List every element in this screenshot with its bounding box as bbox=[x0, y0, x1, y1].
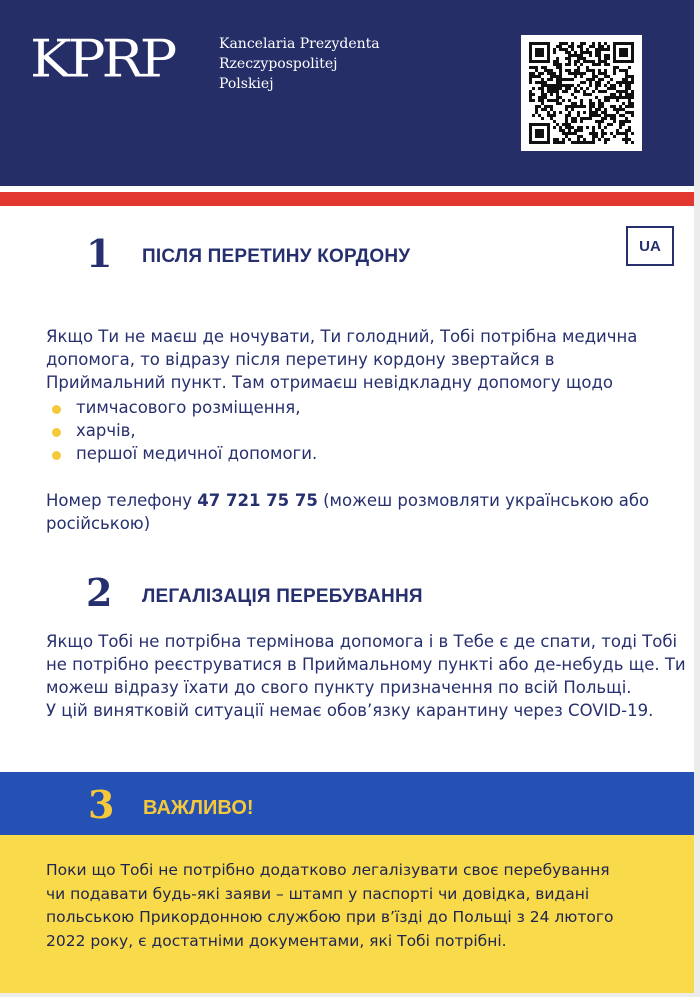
section-1-line-1: Якщо Ти не маєш де ночувати, Ти голодний, Тобі потрібна медична bbox=[46, 327, 638, 346]
phone-line-1: Номер телефону 47 721 75 75 (можеш розмовляти українською або bbox=[46, 491, 650, 510]
section-2-line-2: не потрібно реєструватися в Приймальному пункті або де-небудь ще. Ти bbox=[46, 655, 686, 674]
section-1-text bbox=[46, 325, 686, 394]
section-3-line-2: чи подавати будь-які заяви – штамп у паспорті чи довідка, видані bbox=[46, 884, 590, 903]
section-3-text bbox=[46, 859, 613, 953]
bullet-dot-icon bbox=[52, 428, 61, 437]
list-item: першої медичної допомоги. bbox=[52, 442, 317, 465]
office-line-1: Kancelaria Prezydenta bbox=[219, 36, 380, 52]
section-3-line-1: Поки що Тобі не потрібно додатково легалізувати своє перебування bbox=[46, 861, 610, 879]
section-2-title: ЛЕГАЛІЗАЦІЯ ПЕРЕБУВАННЯ bbox=[142, 586, 423, 607]
bullet-dot-icon bbox=[52, 405, 61, 414]
kprp-logo: KPRP bbox=[30, 29, 174, 90]
flag-stripe-red bbox=[0, 192, 694, 206]
section-1-line-2: допомога, то відразу після перетину кордону звертайся в bbox=[46, 350, 555, 369]
phone-info bbox=[46, 489, 686, 535]
section-1-number: 1 bbox=[86, 231, 113, 276]
office-line-3: Polskiej bbox=[219, 76, 274, 92]
section-2-line-3: можеш відразу їхати до свого пункту призначення по всій Польщі. bbox=[46, 678, 632, 697]
phone-number: 47 721 75 75 bbox=[197, 491, 318, 510]
header-banner bbox=[0, 0, 694, 186]
section-3-line-3: польською Прикордонною службою при в’їзді до Польщі з 24 лютого bbox=[46, 908, 614, 926]
section-2-text bbox=[46, 630, 686, 722]
section-2-line-4: У цій винятковій ситуації немає обов’язку карантину через COVID-19. bbox=[46, 701, 654, 720]
assistance-list bbox=[52, 396, 317, 465]
section-3-number: 3 bbox=[88, 782, 115, 827]
office-line-2: Rzeczypospolitej bbox=[219, 56, 338, 72]
phone-line-2: російською) bbox=[46, 514, 151, 533]
section-3-title: ВАЖЛИВО! bbox=[143, 797, 254, 819]
language-badge: UA bbox=[626, 226, 674, 266]
section-1-line-3: Приймальний пункт. Там отримаєш невідкладну допомогу щодо bbox=[46, 373, 614, 392]
office-name bbox=[219, 34, 380, 94]
section-3-line-4: 2022 року, є достатніми документами, які Тобі потрібні. bbox=[46, 931, 507, 950]
section-2-number: 2 bbox=[86, 570, 113, 615]
bullet-dot-icon bbox=[52, 451, 61, 460]
list-item: харчів, bbox=[52, 419, 317, 442]
qr-code-icon bbox=[521, 35, 642, 151]
section-2-line-1: Якщо Тобі не потрібна термінова допомога і в Тебе є де спати, тоді Тобі bbox=[46, 632, 678, 651]
section-1-title: ПІСЛЯ ПЕРЕТИНУ КОРДОНУ bbox=[142, 246, 411, 267]
list-item: тимчасового розміщення, bbox=[52, 396, 317, 419]
